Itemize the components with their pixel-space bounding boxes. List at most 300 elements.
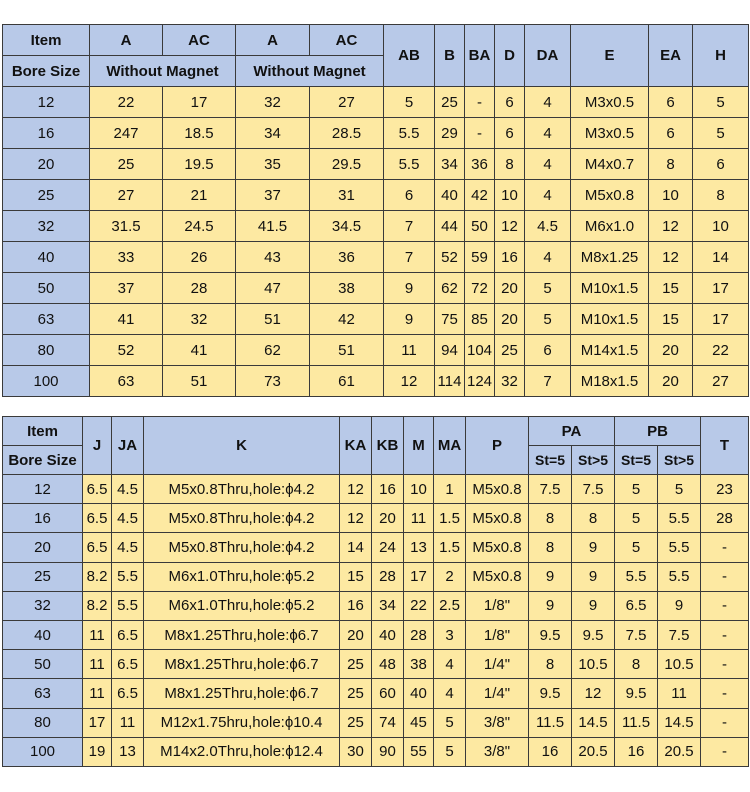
table-cell: 7.5 (658, 620, 701, 649)
col-header-ac: AC (163, 25, 236, 56)
col-header-d: D (495, 25, 525, 87)
table-cell: 9 (658, 591, 701, 620)
table-cell: 13 (404, 533, 434, 562)
table-cell: M10x1.5 (571, 304, 649, 335)
table-cell: 35 (236, 149, 310, 180)
table-cell: 5 (658, 475, 701, 504)
table-cell: 4 (525, 87, 571, 118)
table-cell: M3x0.5 (571, 118, 649, 149)
table-cell: 4 (525, 180, 571, 211)
table-cell: 9 (572, 533, 615, 562)
table-cell: 25 (340, 708, 372, 737)
table-cell: 9 (384, 273, 435, 304)
table-cell: 25 (340, 650, 372, 679)
table-cell: 28 (372, 562, 404, 591)
table-cell: 19.5 (163, 149, 236, 180)
table-cell: 9 (529, 562, 572, 591)
table-cell: 20.5 (572, 737, 615, 766)
table-cell: 17 (83, 708, 112, 737)
table-cell: 124 (465, 366, 495, 397)
col-header-a: A (90, 25, 163, 56)
bore-size-cell: 32 (3, 211, 90, 242)
table-cell: 37 (90, 273, 163, 304)
table-cell: 10.5 (572, 650, 615, 679)
table-cell: 23 (701, 475, 749, 504)
bore-size-cell: 63 (3, 679, 83, 708)
table-cell: 17 (693, 304, 749, 335)
table-cell: 10 (649, 180, 693, 211)
table-cell: M8x1.25Thru,hole:ϕ6.7 (144, 620, 340, 649)
table-cell: 24.5 (163, 211, 236, 242)
col-header-m: M (404, 417, 434, 475)
bore-size-cell: 40 (3, 620, 83, 649)
table-row (3, 737, 749, 766)
table-row (3, 149, 749, 180)
table-cell: 6 (693, 149, 749, 180)
table-cell: 6 (649, 87, 693, 118)
table-cell: 27 (310, 87, 384, 118)
table-cell: - (701, 650, 749, 679)
bore-size-cell: 25 (3, 180, 90, 211)
table-cell: 9 (384, 304, 435, 335)
table-row (3, 180, 749, 211)
table-cell: 42 (310, 304, 384, 335)
table-cell: 40 (372, 620, 404, 649)
table-cell: M14x2.0Thru,hole:ϕ12.4 (144, 737, 340, 766)
table-cell: 6.5 (83, 475, 112, 504)
table-cell: 2.5 (434, 591, 466, 620)
table-cell: 4 (525, 149, 571, 180)
table-cell: 21 (163, 180, 236, 211)
table-cell: 5.5 (658, 562, 701, 591)
table-cell: 22 (693, 335, 749, 366)
table-cell: 42 (465, 180, 495, 211)
table-cell: M18x1.5 (571, 366, 649, 397)
table-cell: 5.5 (384, 118, 435, 149)
table-row (3, 304, 749, 335)
col-header-pb-st5: St=5 (615, 446, 658, 475)
table-cell: 51 (310, 335, 384, 366)
table-cell: 73 (236, 366, 310, 397)
table-row (3, 591, 749, 620)
table-cell: 6 (495, 87, 525, 118)
table-cell: 34 (236, 118, 310, 149)
table-cell: 8 (693, 180, 749, 211)
table-cell: 4 (525, 242, 571, 273)
table-cell: 16 (615, 737, 658, 766)
table-cell: 12 (572, 679, 615, 708)
table-cell: 12 (340, 475, 372, 504)
table-cell: 16 (372, 475, 404, 504)
table-cell: 32 (163, 304, 236, 335)
col-header-without-magnet-2: Without Magnet (236, 56, 384, 87)
table-cell: 7.5 (572, 475, 615, 504)
table-cell: 11 (83, 650, 112, 679)
table-cell: 9.5 (529, 679, 572, 708)
bore-size-cell: 20 (3, 533, 83, 562)
col-header-ma: MA (434, 417, 466, 475)
table-cell: 29 (435, 118, 465, 149)
table-cell: 55 (404, 737, 434, 766)
col-header-bore-size: Bore Size (3, 56, 90, 87)
table-cell: 51 (236, 304, 310, 335)
table-cell: 11 (112, 708, 144, 737)
table-cell: 19 (83, 737, 112, 766)
table-cell: 50 (465, 211, 495, 242)
table-cell: 12 (340, 504, 372, 533)
table-cell: 51 (163, 366, 236, 397)
dimensions-table-2 (2, 416, 749, 767)
table-cell: 41 (90, 304, 163, 335)
table-cell: 12 (384, 366, 435, 397)
table-cell: 25 (340, 679, 372, 708)
col-header-h: H (693, 25, 749, 87)
table-cell: 247 (90, 118, 163, 149)
col-header-p: P (466, 417, 529, 475)
table-cell: - (701, 708, 749, 737)
table-cell: 8.2 (83, 562, 112, 591)
table-cell: 37 (236, 180, 310, 211)
col-header-ac-2: AC (310, 25, 384, 56)
table-cell: 3/8" (466, 737, 529, 766)
table-body (3, 475, 749, 767)
table-cell: M6x1.0 (571, 211, 649, 242)
table-cell: 5.5 (658, 504, 701, 533)
bore-size-cell: 80 (3, 335, 90, 366)
table-cell: 5 (693, 87, 749, 118)
table-cell: 1/8" (466, 591, 529, 620)
table-row (3, 475, 749, 504)
table-cell: 17 (693, 273, 749, 304)
col-header-pa-st-gt5: St>5 (572, 446, 615, 475)
table-cell: 34 (372, 591, 404, 620)
table-row (3, 366, 749, 397)
table-cell: - (465, 87, 495, 118)
table-cell: 14.5 (658, 708, 701, 737)
table-cell: 6 (649, 118, 693, 149)
col-header-t: T (701, 417, 749, 475)
table-cell: 26 (163, 242, 236, 273)
table-cell: M6x1.0Thru,hole:ϕ5.2 (144, 591, 340, 620)
table-cell: 4 (434, 650, 466, 679)
table-cell: 61 (310, 366, 384, 397)
table-cell: 4.5 (112, 504, 144, 533)
table-cell: M14x1.5 (571, 335, 649, 366)
table-cell: 5 (693, 118, 749, 149)
table-cell: 25 (435, 87, 465, 118)
table-cell: - (701, 679, 749, 708)
table-cell: 15 (649, 273, 693, 304)
table-row (3, 620, 749, 649)
table-row (3, 211, 749, 242)
bore-size-cell: 32 (3, 591, 83, 620)
table-cell: 114 (435, 366, 465, 397)
table-cell: 27 (693, 366, 749, 397)
table-cell: 52 (90, 335, 163, 366)
table-cell: 16 (495, 242, 525, 273)
dimensions-table-1 (2, 24, 749, 397)
table-cell: 74 (372, 708, 404, 737)
col-header-k: K (144, 417, 340, 475)
table-cell: 6 (525, 335, 571, 366)
table-cell: 6.5 (615, 591, 658, 620)
table-cell: 11.5 (529, 708, 572, 737)
table-cell: 59 (465, 242, 495, 273)
table-cell: 1 (434, 475, 466, 504)
table-cell: 9 (572, 591, 615, 620)
bore-size-cell: 12 (3, 87, 90, 118)
table-cell: 5 (525, 273, 571, 304)
table-cell: 11 (83, 679, 112, 708)
table-cell: 5 (615, 475, 658, 504)
table-cell: 12 (649, 242, 693, 273)
table-row (3, 679, 749, 708)
col-header-ab: AB (384, 25, 435, 87)
col-header-pb: PB (615, 417, 701, 446)
table-cell: 20 (340, 620, 372, 649)
table-cell: 1.5 (434, 504, 466, 533)
table-cell: 3 (434, 620, 466, 649)
table-cell: 7.5 (529, 475, 572, 504)
table-cell: M8x1.25 (571, 242, 649, 273)
table-cell: 31.5 (90, 211, 163, 242)
table-cell: 72 (465, 273, 495, 304)
bore-size-cell: 16 (3, 118, 90, 149)
table-cell: 12 (649, 211, 693, 242)
table-cell: 6.5 (83, 533, 112, 562)
table-cell: 1.5 (434, 533, 466, 562)
table-cell: 25 (495, 335, 525, 366)
table-cell: 30 (340, 737, 372, 766)
table-cell: 9.5 (572, 620, 615, 649)
col-header-b: B (435, 25, 465, 87)
table-cell: 5.5 (384, 149, 435, 180)
table-cell: 14.5 (572, 708, 615, 737)
table-cell: 20 (372, 504, 404, 533)
table-cell: - (701, 533, 749, 562)
table-cell: 38 (404, 650, 434, 679)
table-cell: 9 (572, 562, 615, 591)
bore-size-cell: 25 (3, 562, 83, 591)
table-cell: 62 (236, 335, 310, 366)
col-header-ja: JA (112, 417, 144, 475)
table-cell: 10 (404, 475, 434, 504)
table-body (3, 87, 749, 397)
table-cell: 1/8" (466, 620, 529, 649)
table-cell: 11 (658, 679, 701, 708)
table-cell: 41 (163, 335, 236, 366)
table-cell: 8 (529, 650, 572, 679)
table-row (3, 504, 749, 533)
table-cell: 104 (465, 335, 495, 366)
table-cell: 4 (434, 679, 466, 708)
table-cell: - (701, 562, 749, 591)
table-cell: 47 (236, 273, 310, 304)
table-cell: 7.5 (615, 620, 658, 649)
table-cell: M5x0.8Thru,hole:ϕ4.2 (144, 533, 340, 562)
table-cell: 5 (615, 533, 658, 562)
bore-size-cell: 12 (3, 475, 83, 504)
col-header-pa: PA (529, 417, 615, 446)
table-cell: 40 (435, 180, 465, 211)
table-cell: M5x0.8 (466, 533, 529, 562)
bore-size-cell: 50 (3, 273, 90, 304)
table-row (3, 273, 749, 304)
table-cell: 8 (649, 149, 693, 180)
table-cell: 9 (529, 591, 572, 620)
table-cell: 16 (529, 737, 572, 766)
table-cell: M4x0.7 (571, 149, 649, 180)
table-cell: 3/8" (466, 708, 529, 737)
table-cell: M5x0.8 (466, 475, 529, 504)
table-cell: 6.5 (112, 620, 144, 649)
col-header-item: Item (3, 25, 90, 56)
col-header-a-2: A (236, 25, 310, 56)
table-cell: 12 (495, 211, 525, 242)
table-cell: 4.5 (112, 475, 144, 504)
table-cell: 4.5 (112, 533, 144, 562)
table-cell: 17 (404, 562, 434, 591)
table-row (3, 533, 749, 562)
table-cell: 11 (384, 335, 435, 366)
col-header-e: E (571, 25, 649, 87)
table-cell: 2 (434, 562, 466, 591)
table-cell: 9.5 (529, 620, 572, 649)
bore-size-cell: 20 (3, 149, 90, 180)
table-cell: 44 (435, 211, 465, 242)
header-row (3, 417, 749, 446)
table-cell: 5.5 (112, 591, 144, 620)
table-cell: 28 (163, 273, 236, 304)
table-row (3, 335, 749, 366)
table-cell: 8 (615, 650, 658, 679)
table-cell: 20.5 (658, 737, 701, 766)
table-cell: 31 (310, 180, 384, 211)
table-cell: 7 (384, 242, 435, 273)
table-cell: 5.5 (615, 562, 658, 591)
table-cell: 28 (701, 504, 749, 533)
table-cell: 6 (384, 180, 435, 211)
col-header-da: DA (525, 25, 571, 87)
col-header-ea: EA (649, 25, 693, 87)
table-cell: 6.5 (83, 504, 112, 533)
table-cell: 5 (434, 737, 466, 766)
table-cell: 20 (495, 273, 525, 304)
table-cell: 45 (404, 708, 434, 737)
table-cell: 27 (90, 180, 163, 211)
table-cell: 36 (310, 242, 384, 273)
table-cell: M5x0.8Thru,hole:ϕ4.2 (144, 504, 340, 533)
bore-size-cell: 100 (3, 737, 83, 766)
table-cell: 6 (495, 118, 525, 149)
table-cell: M8x1.25Thru,hole:ϕ6.7 (144, 679, 340, 708)
table-cell: 11.5 (615, 708, 658, 737)
table-cell: 28.5 (310, 118, 384, 149)
table-cell: 60 (372, 679, 404, 708)
col-header-ka: KA (340, 417, 372, 475)
table-cell: 22 (90, 87, 163, 118)
table-cell: 15 (340, 562, 372, 591)
table-row (3, 242, 749, 273)
table-cell: 32 (236, 87, 310, 118)
table-cell: 40 (404, 679, 434, 708)
table-cell: 10 (495, 180, 525, 211)
table-cell: 7 (525, 366, 571, 397)
table-cell: 11 (404, 504, 434, 533)
table-cell: - (465, 118, 495, 149)
bore-size-cell: 63 (3, 304, 90, 335)
table-cell: 10.5 (658, 650, 701, 679)
table-cell: 8.2 (83, 591, 112, 620)
table-row (3, 650, 749, 679)
table-cell: M5x0.8Thru,hole:ϕ4.2 (144, 475, 340, 504)
bore-size-cell: 50 (3, 650, 83, 679)
table-cell: 16 (340, 591, 372, 620)
table-cell: M5x0.8 (466, 504, 529, 533)
table-cell: M10x1.5 (571, 273, 649, 304)
bore-size-cell: 100 (3, 366, 90, 397)
table-cell: 52 (435, 242, 465, 273)
table-cell: 34.5 (310, 211, 384, 242)
table-cell: 85 (465, 304, 495, 335)
table-cell: 75 (435, 304, 465, 335)
table-cell: M8x1.25Thru,hole:ϕ6.7 (144, 650, 340, 679)
table-cell: 8 (529, 504, 572, 533)
table-cell: 94 (435, 335, 465, 366)
table-cell: 17 (163, 87, 236, 118)
table-cell: 43 (236, 242, 310, 273)
table-cell: 20 (649, 335, 693, 366)
col-header-item: Item (3, 417, 83, 446)
col-header-without-magnet: Without Magnet (90, 56, 236, 87)
table-cell: 5.5 (658, 533, 701, 562)
table-cell: 10 (693, 211, 749, 242)
table-cell: 5.5 (112, 562, 144, 591)
table-cell: 22 (404, 591, 434, 620)
table-cell: 4 (525, 118, 571, 149)
table-cell: 14 (693, 242, 749, 273)
table-cell: 15 (649, 304, 693, 335)
table-cell: 11 (83, 620, 112, 649)
bore-size-cell: 80 (3, 708, 83, 737)
table-cell: - (701, 591, 749, 620)
table-cell: 63 (90, 366, 163, 397)
table-cell: 4.5 (525, 211, 571, 242)
col-header-j: J (83, 417, 112, 475)
table-cell: 90 (372, 737, 404, 766)
table-row (3, 118, 749, 149)
table-cell: 8 (495, 149, 525, 180)
table-cell: 20 (495, 304, 525, 335)
table-cell: M5x0.8 (571, 180, 649, 211)
table-cell: 25 (90, 149, 163, 180)
table-cell: 20 (649, 366, 693, 397)
table-cell: 24 (372, 533, 404, 562)
table-cell: 6.5 (112, 650, 144, 679)
table-cell: 5 (615, 504, 658, 533)
bore-size-cell: 40 (3, 242, 90, 273)
table-cell: 5 (384, 87, 435, 118)
table-cell: M3x0.5 (571, 87, 649, 118)
col-header-kb: KB (372, 417, 404, 475)
table-cell: 38 (310, 273, 384, 304)
table-cell: 1/4" (466, 650, 529, 679)
col-header-ba: BA (465, 25, 495, 87)
table-cell: 62 (435, 273, 465, 304)
header-row (3, 25, 749, 56)
table-cell: 41.5 (236, 211, 310, 242)
table-cell: 6.5 (112, 679, 144, 708)
